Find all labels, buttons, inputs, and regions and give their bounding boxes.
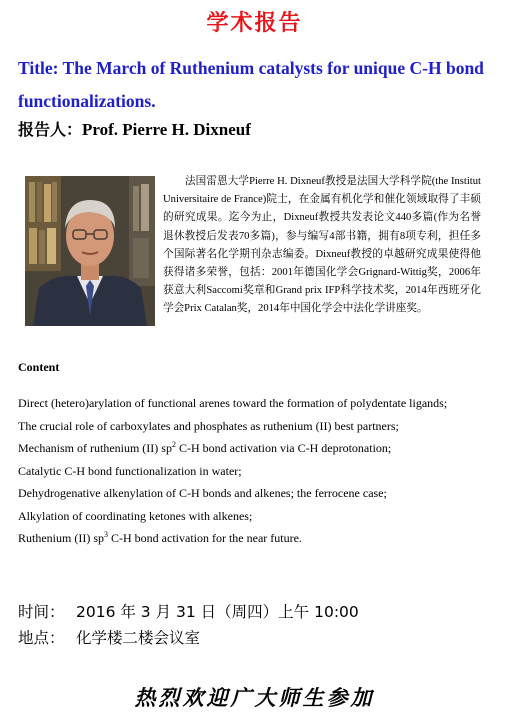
superscript: 2	[171, 440, 176, 449]
content-item: Direct (hetero)arylation of functional arenes toward the formation of polydentate ligands;	[18, 396, 448, 410]
poster-heading: 学术报告	[206, 11, 303, 36]
time-row	[18, 600, 359, 622]
content-list	[18, 392, 478, 550]
speaker-biography: 法国雷恩大学Pierre H. Dixneuf教授是法国大学科学院(the Institut Universitaire de France)院士，在金属有机化学和催化领域取得了丰硕的研究成果。迄今为止，Dixneuf教授共发表论文440多篇(作为名誉退休教授后发表70多篇)，参与编写4部书籍，拥有8项专利，担任多个国际著名化学期刊杂志编委。Dixneuf教授的卓越研究成果使得他获得诸多荣誉，包括：2001年德国化学会Grignard-Wittig奖，2006年获意大利Saccomi奖章和Grand prix IFP科学技术奖，2014年西班牙化学会Prix Catalan奖，2014年中国化学会中法化学讲座奖。	[163, 176, 481, 315]
speaker-photo	[25, 176, 155, 326]
time-label: 时间：	[18, 603, 65, 621]
content-item-text: Ruthenium (II) sp	[18, 531, 104, 545]
content-item	[18, 527, 478, 550]
content-item: Dehydrogenative alkenylation of C-H bonds and alkenes; the ferrocene case;	[18, 486, 387, 500]
content-item: The crucial role of carboxylates and phosphates as ruthenium (II) best partners;	[18, 418, 399, 433]
time-value: 2016 年 3 月 31 日（周四）上午 10:00	[76, 603, 359, 621]
reporter-line	[18, 117, 251, 140]
content-item-text: C-H bond activation for the near future.	[108, 531, 302, 545]
content-item: Alkylation of coordinating ketones with alkenes;	[18, 508, 253, 523]
superscript: 3	[104, 530, 108, 539]
content-item-text: C-H bond activation via C-H deprotonation;	[175, 441, 392, 455]
content-heading: Content	[18, 360, 60, 374]
content-item-text: Mechanism of ruthenium (II) sp	[18, 441, 172, 455]
content-item: Catalytic C-H bond functionalization in water;	[18, 463, 242, 478]
place-label: 地点：	[18, 629, 65, 647]
welcome-message: 热烈欢迎广大师生参加	[134, 685, 375, 710]
speaker-portrait-image	[25, 176, 155, 326]
talk-title: Title: The March of Ruthenium catalysts for unique C-H bond functionalizations.	[18, 58, 484, 111]
place-row	[18, 626, 200, 648]
content-item	[18, 437, 478, 460]
place-value: 化学楼二楼会议室	[76, 629, 201, 647]
reporter-label: 报告人：	[18, 120, 83, 139]
reporter-name: Prof. Pierre H. Dixneuf	[82, 120, 251, 139]
